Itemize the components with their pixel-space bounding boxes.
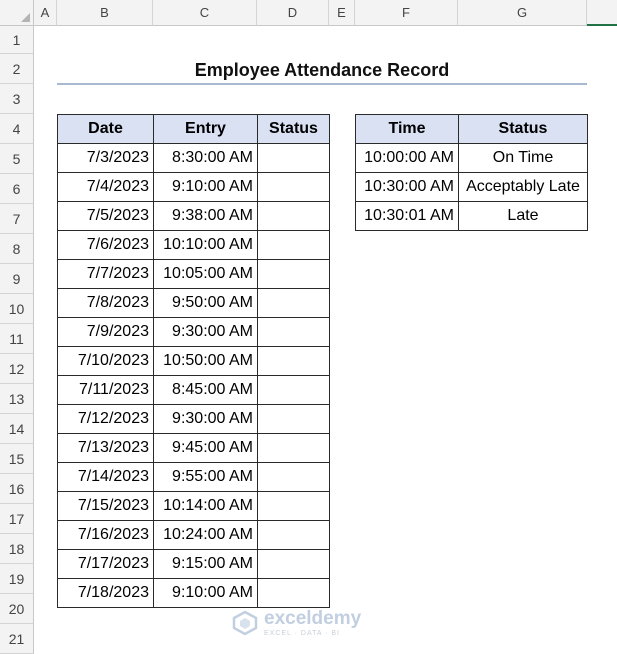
row-header-8[interactable]: 8 [0,234,34,264]
row-header-14[interactable]: 14 [0,414,34,444]
table-row [356,173,588,202]
status-cell[interactable] [258,173,330,202]
table-row [58,550,330,579]
row-header-15[interactable]: 15 [0,444,34,474]
table-row [58,260,330,289]
table-row [356,144,588,173]
row-header-4[interactable]: 4 [0,114,34,144]
status-cell[interactable] [258,521,330,550]
row-header-6[interactable]: 6 [0,174,34,204]
row-header-16[interactable]: 16 [0,474,34,504]
status-cell[interactable] [258,376,330,405]
column-header-b[interactable]: B [57,0,153,26]
date-cell[interactable]: 7/16/2023 [58,521,154,550]
date-cell[interactable]: 7/8/2023 [58,289,154,318]
table-row [58,202,330,231]
table-row [58,405,330,434]
date-cell[interactable]: 7/9/2023 [58,318,154,347]
exceldemy-logo-icon [232,610,258,636]
date-cell[interactable]: 7/4/2023 [58,173,154,202]
attendance-header-row [58,115,330,144]
time-cell[interactable]: 10:00:00 AM [356,144,459,173]
date-cell[interactable]: 7/18/2023 [58,579,154,608]
status-cell[interactable] [258,202,330,231]
entry-cell[interactable]: 9:30:00 AM [154,405,258,434]
criteria-status-cell[interactable]: Late [459,202,588,231]
date-cell[interactable]: 7/14/2023 [58,463,154,492]
table-row [58,318,330,347]
status-cell[interactable] [258,434,330,463]
date-cell[interactable]: 7/11/2023 [58,376,154,405]
row-header-12[interactable]: 12 [0,354,34,384]
header-criteria-status[interactable]: Status [459,115,588,144]
column-header-f[interactable]: F [355,0,458,26]
row-header-10[interactable]: 10 [0,294,34,324]
selected-column-indicator [587,24,617,26]
status-cell[interactable] [258,318,330,347]
column-header-g[interactable]: G [458,0,587,26]
header-status[interactable]: Status [258,115,330,144]
row-header-5[interactable]: 5 [0,144,34,174]
date-cell[interactable]: 7/17/2023 [58,550,154,579]
watermark-tagline: EXCEL · DATA · BI [264,630,340,637]
table-row [58,376,330,405]
header-entry[interactable]: Entry [154,115,258,144]
watermark-name: exceldemy [264,608,362,629]
date-cell[interactable]: 7/3/2023 [58,144,154,173]
status-cell[interactable] [258,289,330,318]
header-date[interactable]: Date [58,115,154,144]
row-header-2[interactable]: 2 [0,54,34,84]
table-row [58,521,330,550]
table-row [58,347,330,376]
entry-cell[interactable]: 9:10:00 AM [154,579,258,608]
column-header-h[interactable] [587,0,617,26]
status-cell[interactable] [258,550,330,579]
row-header-20[interactable]: 20 [0,594,34,624]
entry-cell[interactable]: 9:15:00 AM [154,550,258,579]
time-cell[interactable]: 10:30:00 AM [356,173,459,202]
status-cell[interactable] [258,492,330,521]
status-cell[interactable] [258,579,330,608]
table-row [58,173,330,202]
row-header-19[interactable]: 19 [0,564,34,594]
entry-cell[interactable]: 10:05:00 AM [154,260,258,289]
column-header-e[interactable]: E [329,0,355,26]
entry-cell[interactable]: 10:10:00 AM [154,231,258,260]
row-header-3[interactable]: 3 [0,84,34,114]
row-header-18[interactable]: 18 [0,534,34,564]
table-row [58,231,330,260]
title-underline [57,83,587,85]
date-cell[interactable]: 7/12/2023 [58,405,154,434]
column-header-a[interactable]: A [34,0,57,26]
status-cell[interactable] [258,405,330,434]
date-cell[interactable]: 7/13/2023 [58,434,154,463]
table-row [58,434,330,463]
entry-cell[interactable]: 9:38:00 AM [154,202,258,231]
status-criteria-table [355,114,588,231]
row-header-17[interactable]: 17 [0,504,34,534]
entry-cell[interactable]: 9:45:00 AM [154,434,258,463]
status-cell[interactable] [258,260,330,289]
entry-cell[interactable]: 8:45:00 AM [154,376,258,405]
table-row [58,492,330,521]
criteria-status-cell[interactable]: On Time [459,144,588,173]
entry-cell[interactable]: 10:24:00 AM [154,521,258,550]
row-header-9[interactable]: 9 [0,264,34,294]
date-cell[interactable]: 7/7/2023 [58,260,154,289]
entry-cell[interactable]: 9:30:00 AM [154,318,258,347]
row-header-21[interactable]: 21 [0,624,34,654]
entry-cell[interactable]: 9:55:00 AM [154,463,258,492]
entry-cell[interactable]: 9:50:00 AM [154,289,258,318]
sheet-title[interactable]: Employee Attendance Record [194,59,450,80]
date-cell[interactable]: 7/6/2023 [58,231,154,260]
table-row [58,144,330,173]
date-cell[interactable]: 7/10/2023 [58,347,154,376]
select-all-corner[interactable] [0,0,34,26]
entry-cell[interactable]: 9:10:00 AM [154,173,258,202]
date-cell[interactable]: 7/15/2023 [58,492,154,521]
column-header-d[interactable]: D [257,0,329,26]
attendance-table [57,114,330,608]
exceldemy-watermark [232,606,392,640]
table-row [356,202,588,231]
row-header-7[interactable]: 7 [0,204,34,234]
status-cell[interactable] [258,463,330,492]
criteria-status-cell[interactable]: Acceptably Late [459,173,588,202]
status-cell[interactable] [258,347,330,376]
status-cell[interactable] [258,231,330,260]
table-row [58,579,330,608]
row-header-13[interactable]: 13 [0,384,34,414]
status-cell[interactable] [258,144,330,173]
entry-cell[interactable]: 10:50:00 AM [154,347,258,376]
entry-cell[interactable]: 8:30:00 AM [154,144,258,173]
row-header-11[interactable]: 11 [0,324,34,354]
entry-cell[interactable]: 10:14:00 AM [154,492,258,521]
date-cell[interactable]: 7/5/2023 [58,202,154,231]
table-row [58,463,330,492]
row-header-1[interactable]: 1 [0,26,34,54]
time-cell[interactable]: 10:30:01 AM [356,202,459,231]
header-time[interactable]: Time [356,115,459,144]
column-header-c[interactable]: C [153,0,257,26]
table-row [58,289,330,318]
criteria-header-row [356,115,588,144]
